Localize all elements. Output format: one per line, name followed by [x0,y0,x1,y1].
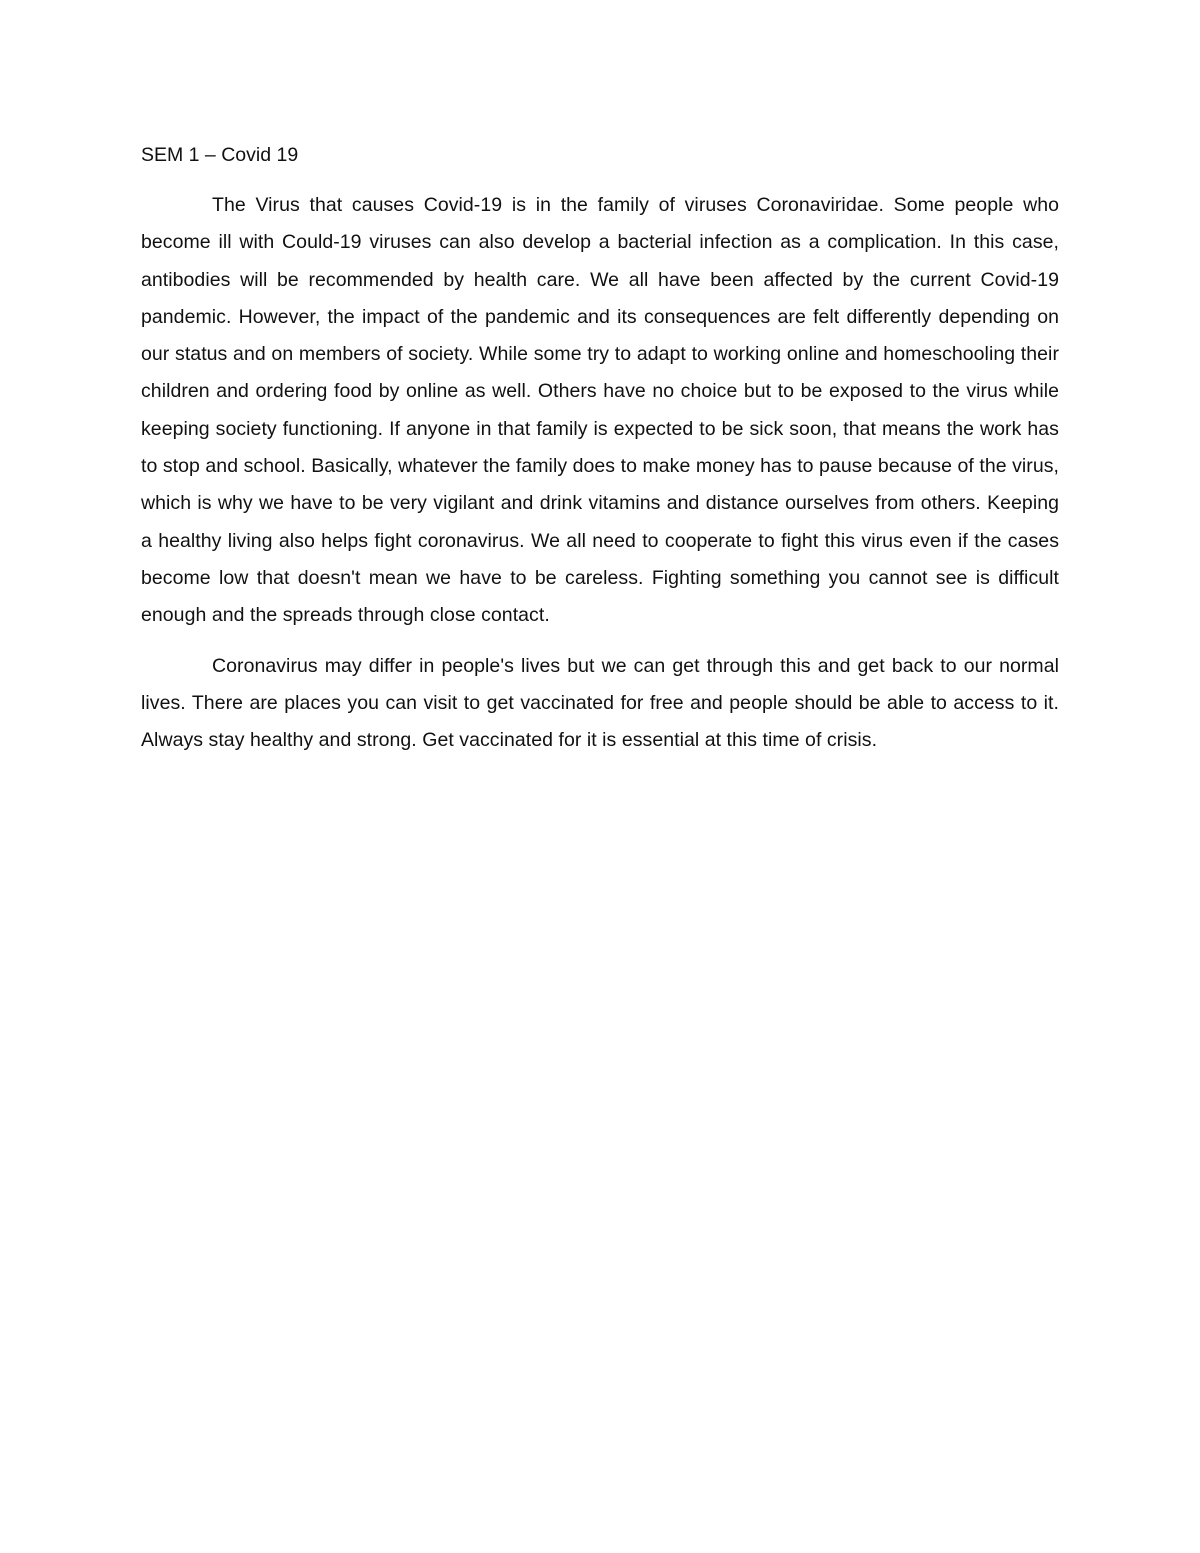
body-paragraph-2: Coronavirus may differ in people's lives but we can get through this and get back to our normal lives. There are places you can visit to get vaccinated for free and people should be able to access to it. Always stay healthy and strong. Get vaccinated for it is essential at this time of crisis. [141,654,1059,752]
document-title: SEM 1 – Covid 19 [141,144,299,166]
body-paragraph-1: The Virus that causes Covid-19 is in the family of viruses Coronaviridae. Some people who become ill with Could-19 viruses can also develop a bacterial infection as a complication. In this case, antibodies will be recommended by health care. We all have been affected by the current Covid-19 pandemic. However, the impact of the pandemic and its consequences are felt differently depending on our status and on members of society. While some try to adapt to working online and homeschooling their children and ordering food by online as well. Others have no choice but to be exposed to the virus while keeping society functioning. If anyone in that family is expected to be sick soon, that means the work has to stop and school. Basically, whatever the family does to make money has to pause because of the virus, which is why we have to be very vigilant and drink vitamins and distance ourselves from others. Keeping a healthy living also helps fight coronavirus. We all need to cooperate to fight this virus even if the cases become low that doesn't mean we have to be careless. Fighting something you cannot see is difficult enough and the spreads through close contact. [141,194,1059,627]
document-body [141,137,1059,772]
